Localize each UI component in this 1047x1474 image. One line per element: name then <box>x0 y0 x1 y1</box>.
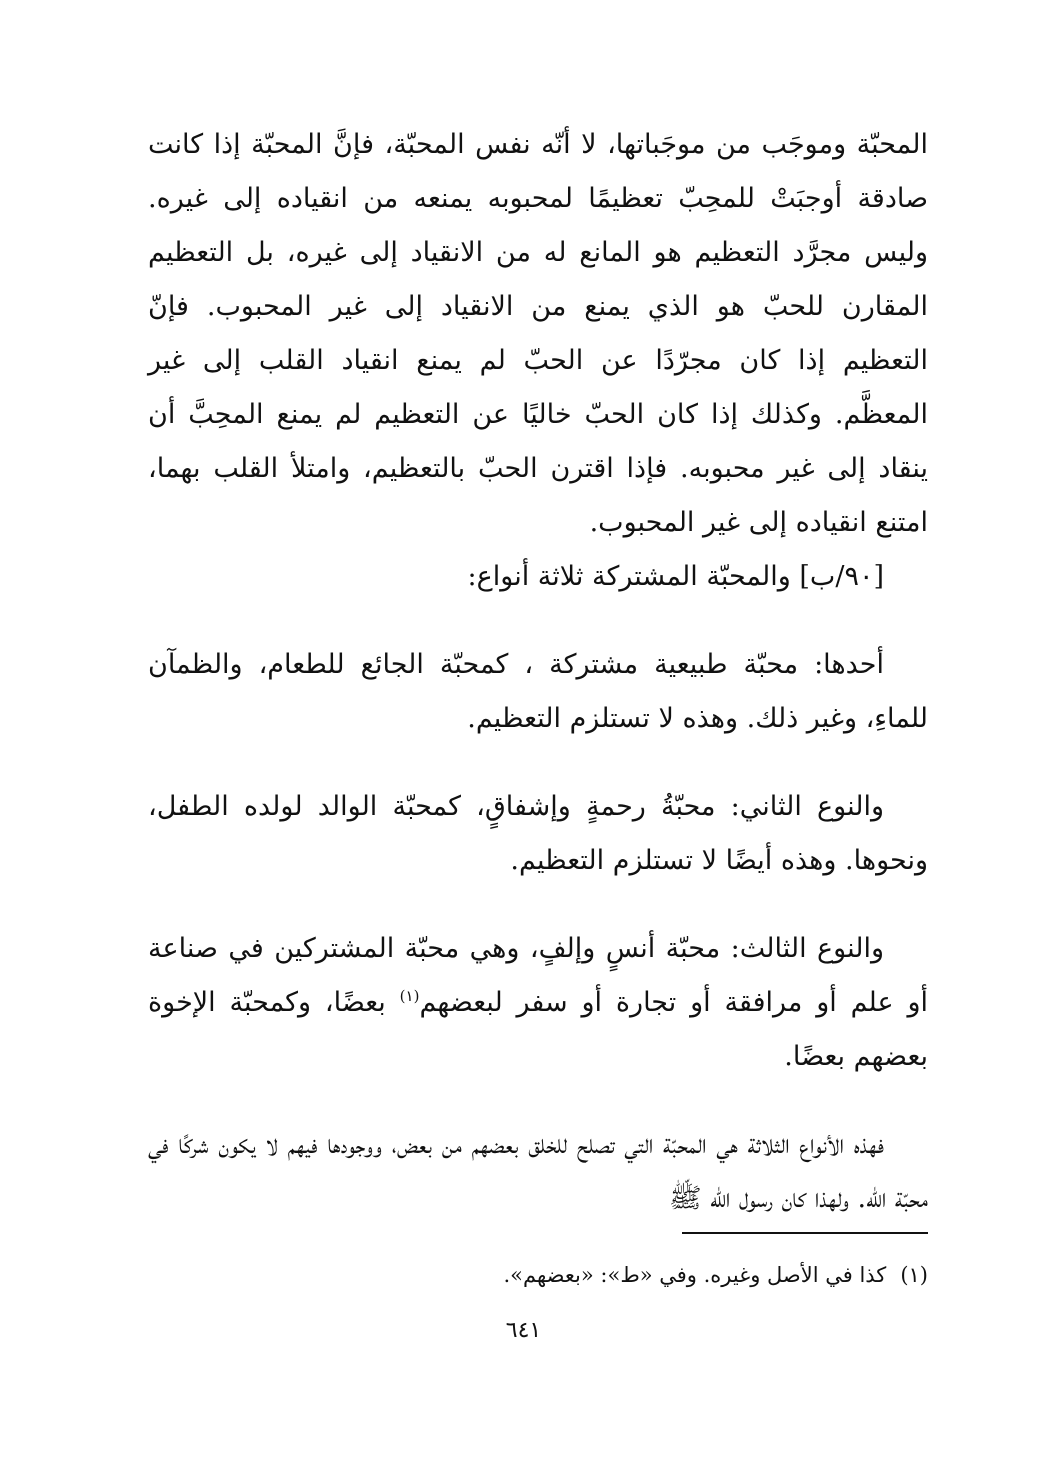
footnote-marker[interactable]: (١) <box>399 987 420 1005</box>
footnote <box>148 1258 928 1292</box>
paragraph-conclusion: فهذه الأنواع الثلاثة هي المحبّة التي تصلح للخلق بعضهم من بعض، ووجودها فيهم لا يكون شركًا في محبّة الله. ولهذا كان رسول الله ﷺ <box>148 1129 928 1214</box>
page-number: ٦٤١ <box>505 1318 542 1343</box>
paragraph-type-2: والنوع الثاني: محبّةُ رحمةٍ وإشفاقٍ، كمحبّة الوالد لولده الطفل، ونحوها. وهذه أيضًا لا تستلزم التعظيم. <box>148 791 928 876</box>
footnote-text: كذا في الأصل وغيره. وفي «ط»: «بعضهم». <box>503 1263 887 1287</box>
paragraph-type-1: أحدها: محبّة طبيعية مشتركة ، كمحبّة الجائع للطعام، والظمآن للماءِ، وغير ذلك. وهذه لا تستلزم التعظيم. <box>148 649 928 734</box>
page-body <box>148 118 928 1226</box>
paragraph-type-3 <box>148 922 928 1084</box>
section-heading: [٩٠/ب] والمحبّة المشتركة ثلاثة أنواع: <box>467 561 884 592</box>
paragraph-type-3-text-b: بعضًا، وكمحبّة الإخوة بعضهم بعضًا. <box>148 987 928 1072</box>
paragraph-type-3-text-a: والنوع الثالث: محبّة أنسٍ وإلفٍ، وهي محبّة المشتركين في صناعة أو علم أو مرافقة أو تجارة أو سفر لبعضهم <box>148 933 928 1018</box>
footnote-number: (١) <box>900 1263 928 1287</box>
footnote-divider <box>682 1232 928 1234</box>
paragraph-1: المحبّة وموجَب من موجَباتها، لا أنّه نفس المحبّة، فإنَّ المحبّة إذا كانت صادقة أوجبَتْ للمحِبّ تعظيمًا لمحبوبه يمنعه من انقياده إلى غيره. وليس مجرَّد التعظيم هو المانع له من الانقياد إلى غيره، بل التعظيم المقارن للحبّ هو الذي يمنع من الانقياد إلى غير المحبوب. فإنّ التعظيم إذا كان مجرّدًا عن الحبّ لم يمنع انقياد القلب إلى غير المعظَّم. وكذلك إذا كان الحبّ خاليًا عن التعظيم لم يمنع المحِبَّ أن ينقاد إلى غير محبوبه. فإذا اقترن الحبّ بالتعظيم، وامتلأ القلب بهما، امتنع انقياده إلى غير المحبوب. <box>148 129 928 538</box>
